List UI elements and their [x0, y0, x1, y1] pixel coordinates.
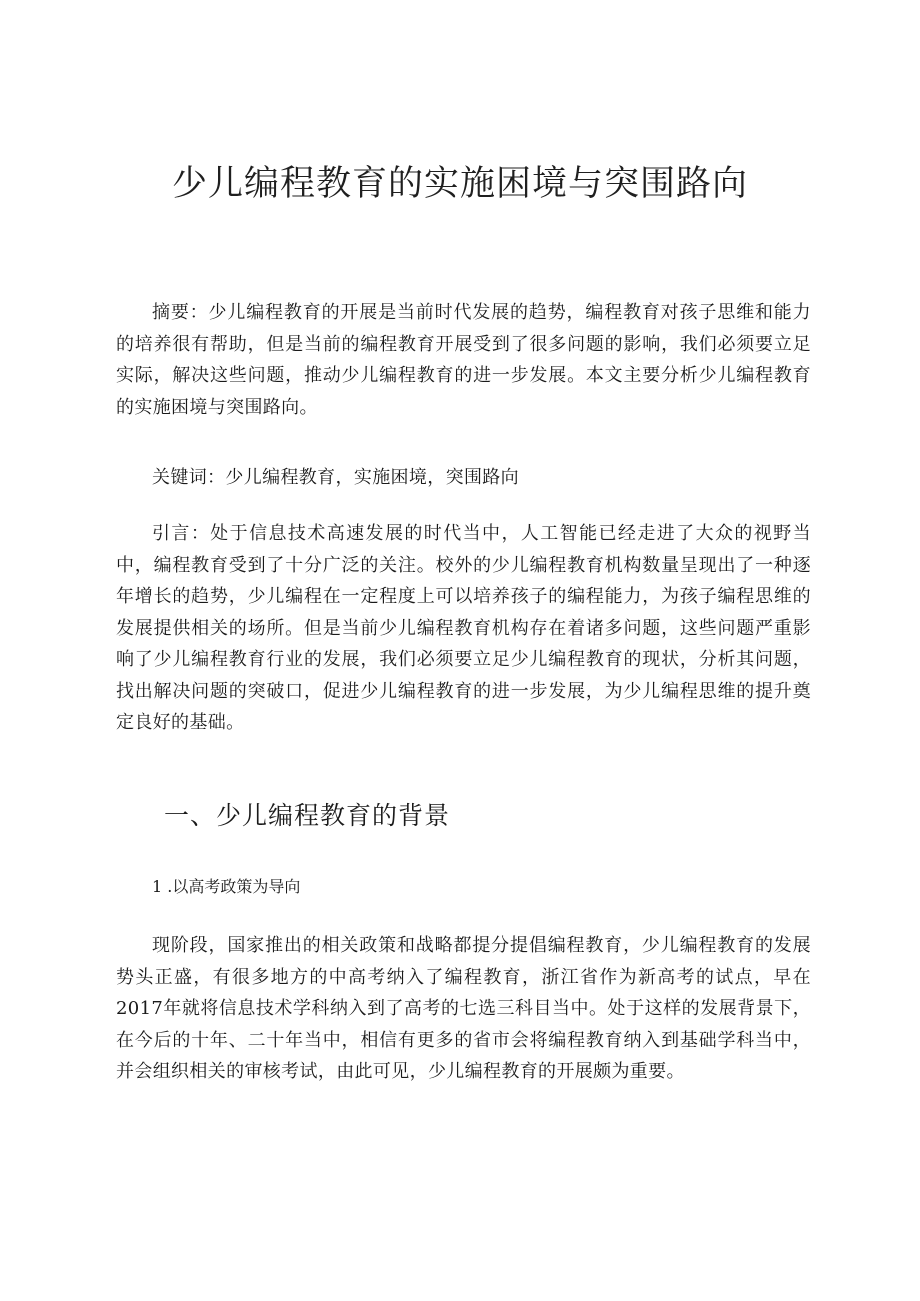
- keywords-line: 关键词：少儿编程教育，实施困境，突围路向: [152, 467, 519, 488]
- document-title: 少儿编程教育的实施困境与突围路向: [171, 164, 748, 204]
- section-heading: 一、少儿编程教育的背景: [164, 801, 451, 830]
- body-paragraph: 现阶段，国家推出的相关政策和战略都提分提倡编程教育，少儿编程教育的发展势头正盛，有很多地方的中高考纳入了编程教育，浙江省作为新高考的试点，早在2017年就将信息技术学科纳入到了高考的七选三科目当中。处于这样的发展背景下，在今后的十年、二十年当中，相信有更多的省市会将编程教育纳入到基础学科当中，并会组织相关的审核考试，由此可见，少儿编程教育的开展颇为重要。: [116, 935, 811, 1082]
- introduction-paragraph: 引言：处于信息技术高速发展的时代当中，人工智能已经走进了大众的视野当中，编程教育受到了十分广泛的关注。校外的少儿编程教育机构数量呈现出了一种逐年增长的趋势，少儿编程在一定程度上可以培养孩子的编程能力，为孩子编程思维的发展提供相关的场所。但是当前少儿编程教育机构存在着诸多问题，这些问题严重影响了少儿编程教育行业的发展，我们必须要立足少儿编程教育的现状，分析其问题，找出解决问题的突破口，促进少儿编程教育的进一步发展，为少儿编程思维的提升奠定良好的基础。: [116, 523, 811, 733]
- abstract-paragraph: 摘要：少儿编程教育的开展是当前时代发展的趋势，编程教育对孩子思维和能力的培养很有帮助，但是当前的编程教育开展受到了很多问题的影响，我们必须要立足实际，解决这些问题，推动少儿编程教育的进一步发展。本文主要分析少儿编程教育的实施困境与突围路向。: [116, 302, 811, 418]
- subsection-heading: 1 .以高考政策为导向: [152, 877, 301, 896]
